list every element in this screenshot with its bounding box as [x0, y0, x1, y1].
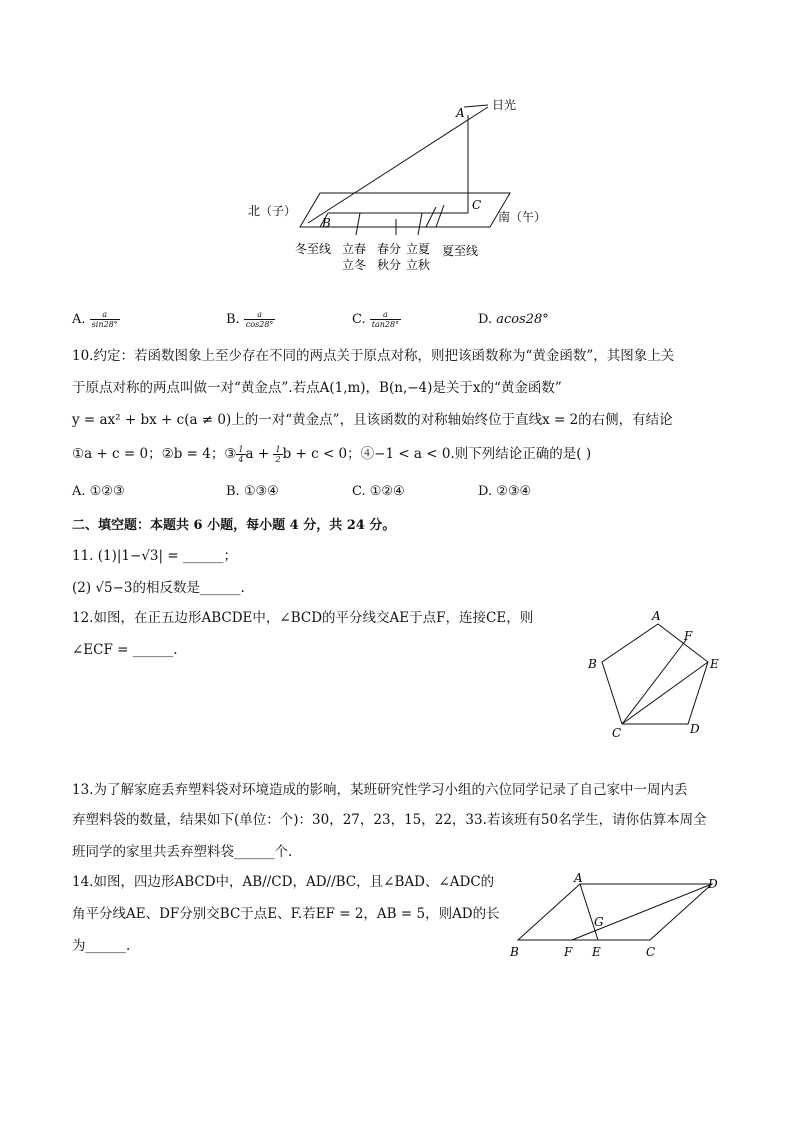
q10-line-3: y = ax² + bx + c(a ≠ 0)上的一对“黄金点”，且该函数的对称轴始终位于直线x = 2的右侧，有结论 — [72, 412, 673, 428]
option-c-fraction: $\frac{a}{\tan 28^\circ}$ — [371, 310, 400, 329]
q14-line-3: 为______. — [72, 938, 131, 954]
section-2-title: 二、填空题：本题共 6 小题，每小题 4 分，共 24 分。 — [72, 518, 396, 533]
label-north: 北（子） — [248, 204, 297, 218]
q13-line-2: 弃塑料袋的数量，结果如下(单位：个)：30，27，23，15，22，33.若该班有50名学生，请你估算本周全 — [72, 812, 707, 828]
frac-one-half: $\frac{1}{2}$ — [275, 445, 281, 464]
label-autumn-equinox: 秋分 — [377, 258, 402, 272]
q14-line-2: 角平分线AE、DF分别交BC于点E、F.若EF = 2，AB = 5，则AD的长 — [72, 906, 500, 922]
q9-option-d[interactable] — [478, 312, 549, 327]
q10-option-d[interactable]: D. ②③④ — [478, 484, 532, 499]
q10-line-1: 10.约定：若函数图象上至少存在不同的两点关于原点对称，则把该函数称为“黄金函数”，其图象上关 — [72, 348, 675, 364]
segment-ae — [580, 884, 598, 940]
q10-line-2: 于原点对称的两点叫做一对“黄金点”.若点A(1,m)，B(n,−4)是关于x的“黄金函数” — [72, 380, 562, 396]
label-lidong: 立冬 — [342, 258, 367, 272]
lixia-line — [418, 213, 422, 235]
q10-line-4 — [72, 444, 591, 464]
q10-line-4-part1: ①a + c = 0；②b = 4；③ — [72, 446, 237, 462]
pentagon-label-f: F — [684, 629, 693, 643]
sundial-figure — [240, 95, 560, 280]
q10-option-a[interactable]: A. ①②③ — [72, 484, 125, 499]
q13-line-1: 13.为了解家庭丢弃塑料袋对环境造成的影响，某班研究性学习小组的六位同学记录了自己家中一周内丢 — [72, 782, 688, 798]
label-winter-solstice: 冬至线 — [295, 242, 332, 256]
summer-line-2 — [436, 205, 444, 227]
label-lichun: 立春 — [342, 242, 367, 256]
q14-line-1: 14.如图，四边形ABCD中，AB//CD，AD//BC，且∠BAD、∠ADC的 — [72, 874, 495, 890]
pentagon-label-b: B — [588, 657, 597, 671]
para-label-c: C — [646, 945, 656, 959]
q12-line-2: ∠ECF = ______. — [72, 642, 178, 658]
para-label-g: G — [594, 915, 604, 929]
option-b-label: B. — [226, 312, 240, 327]
pentagon-label-c: C — [612, 726, 622, 740]
pentagon-label-d: D — [690, 722, 700, 736]
q9-option-b[interactable] — [226, 310, 275, 329]
parallelogram-abcd — [518, 884, 712, 940]
q10-option-c[interactable]: C. ①②④ — [352, 484, 405, 499]
q11-line-1: 11. (1)|1−√3| = ______； — [72, 548, 237, 564]
label-b: B — [322, 216, 331, 230]
pentagon-label-e: E — [710, 657, 719, 671]
label-spring-equinox: 春分 — [377, 242, 402, 256]
label-sunlight: 日光 — [492, 98, 517, 112]
pentagon-figure — [580, 606, 730, 746]
q10-line-4-part3: b + c < 0；④−1 < a < 0.则下列结论正确的是( ) — [282, 446, 592, 462]
q10-line-4-part2: a + — [245, 446, 274, 462]
option-c-label: C. — [352, 312, 366, 327]
segment-cf — [622, 640, 686, 724]
option-b-fraction: $\frac{a}{\cos 28^\circ}$ — [245, 310, 274, 329]
label-south: 南（午） — [498, 210, 547, 224]
segment-ce — [622, 662, 708, 724]
q9-option-c[interactable] — [352, 310, 401, 329]
pentagon-label-a: A — [652, 609, 661, 623]
option-a-fraction: $\frac{a}{\sin 28^\circ}$ — [91, 310, 118, 329]
lichun-line — [356, 213, 360, 235]
q9-option-a[interactable] — [72, 310, 120, 329]
label-lixia: 立夏 — [406, 242, 431, 256]
option-d-text: acos28° — [496, 312, 549, 327]
option-d-label: D. — [478, 312, 493, 327]
para-label-a: A — [574, 872, 583, 885]
para-label-b: B — [510, 945, 519, 959]
para-label-d: D — [708, 877, 718, 891]
para-label-f: F — [564, 945, 573, 959]
sunlight-leader — [464, 105, 488, 107]
segment-df — [572, 884, 712, 940]
option-a-label: A. — [72, 312, 86, 327]
label-summer-solstice: 夏至线 — [442, 244, 479, 258]
q12-line-1: 12.如图，在正五边形ABCDE中，∠BCD的平分线交AE于点F，连接CE，则 — [72, 610, 534, 626]
parallelogram-figure — [500, 872, 740, 964]
summer-line-1 — [426, 207, 436, 227]
para-label-e: E — [592, 945, 601, 959]
q13-line-3: 班同学的家里共丢弃塑料袋______个. — [72, 844, 293, 860]
q11-line-2: (2) √5−3的相反数是______. — [72, 580, 245, 596]
label-liqiu: 立秋 — [406, 258, 431, 272]
label-a: A — [456, 106, 465, 120]
q10-option-b[interactable]: B. ①③④ — [226, 484, 279, 499]
frac-one-quarter: $\frac{1}{4}$ — [238, 445, 244, 464]
sunlight-line — [308, 107, 488, 223]
label-c: C — [472, 198, 482, 212]
